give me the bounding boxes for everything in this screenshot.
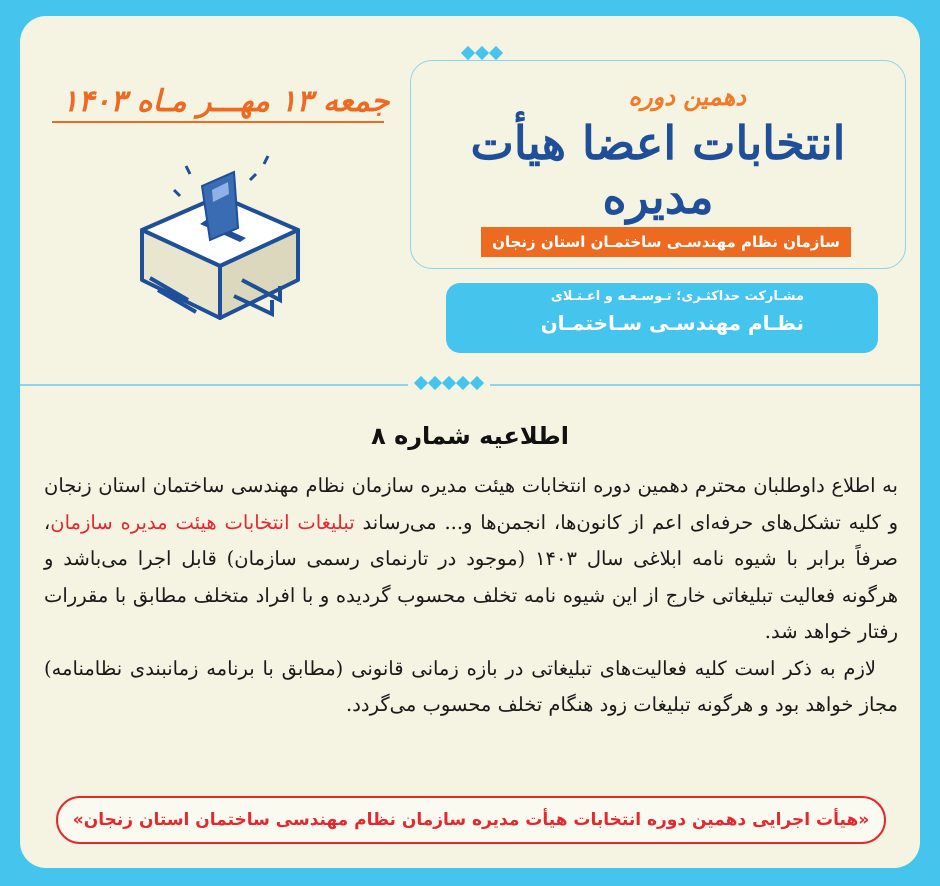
notice-heading: اطلاعیه شماره ۸ <box>371 422 569 450</box>
election-period: دهمین دوره <box>628 82 746 111</box>
notice-paragraph-2: لازم به ذکر است کلیه فعالیت‌های تبلیغاتی در بازه زمانی قانونی (مطابق با برنامه زمانبندی نظامنامه) مجاز خواهد بود و هرگونه تبلیغات زود هنگام تخلف محسوب می‌گردد. <box>44 656 898 716</box>
slogan-box <box>446 283 878 353</box>
election-title: انتخابات اعضا هیأت مدیره <box>470 116 846 224</box>
paragraph-1-rest: ، صرفاً برابر با شیوه نامه ابلاغی سال ۱۴۰۳ (موجود در تارنمای رسمی سازمان) قابل اجرا می‌باشد و هرگونه فعالیت تبلیغاتی خارج از این شیوه نامه تخلف محسوب گردیده و با افراد متخلف مطابق با مقررات رفتار خواهد شد. <box>44 510 898 643</box>
ballot-box-icon <box>130 150 310 330</box>
decorative-dots-middle <box>408 378 490 388</box>
decorative-dots-top <box>457 48 507 58</box>
slogan-line-2: نظـام مهندسـی سـاختمـان <box>540 311 804 335</box>
notice-paragraph-1 <box>44 468 898 651</box>
paragraph-1-highlight: تبلیغات انتخابات هیئت مدیره سازمان <box>50 510 355 534</box>
signature-box: «هیأت اجرایی دهمین دوره انتخابات هیأت مدیره سازمان نظام مهندسی ساختمان استان زنجان» <box>56 796 886 844</box>
notice-body <box>44 468 898 724</box>
slogan-line-1: مشـارکت حداکثـری؛ تـوسـعـه و اعـتـلای <box>550 289 804 304</box>
date-underline <box>52 121 384 123</box>
date-label: جمعه ۱۳ مهـــر مـاه ۱۴۰۳ <box>62 84 390 119</box>
paragraph-1-intro: به اطلاع داوطلبان محترم دهمین دوره انتخابات هیئت مدیره سازمان نظام مهندسی ساختمان استان زنجان و کلیه تشکل‌های حرفه‌ای اعم از کانون‌ها، انجمن‌ها و... می‌رساند <box>44 474 899 534</box>
organization-ribbon: سازمان نظام مهندسـی ساختمـان استان زنجان <box>481 227 851 257</box>
